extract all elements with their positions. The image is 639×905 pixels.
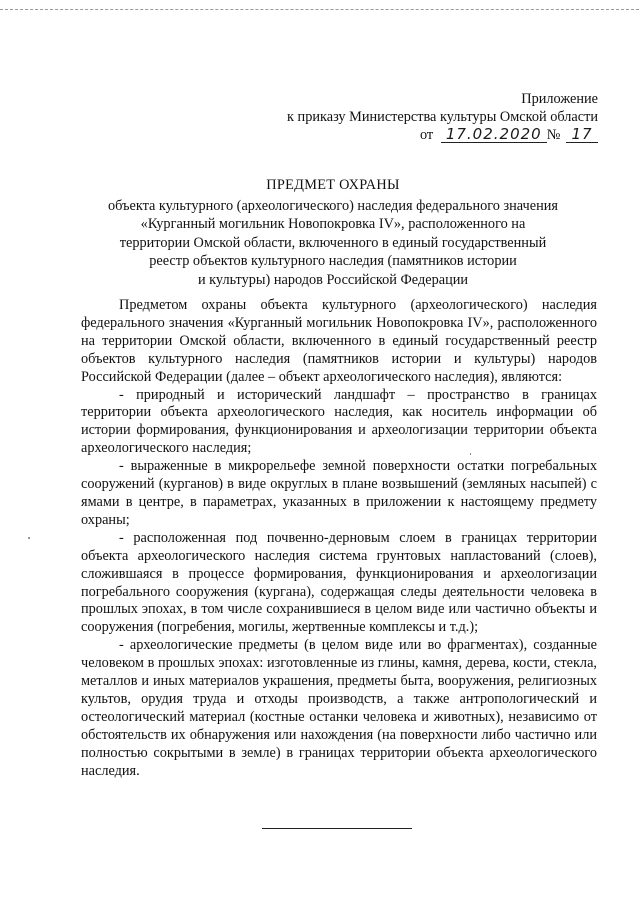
end-of-document-line [262, 828, 412, 829]
scan-speck [28, 537, 30, 539]
protection-item-burial-mounds: - выраженные в микрорельефе земной поверхности остатки погребальных сооружений (курганов) в виде округлых в плане возвышений (земляных насыпей) с ямами в центре, в параметрах, указанных в приложении к настоящему предмету охраны; [81, 458, 597, 528]
from-label: от [419, 127, 434, 143]
protection-item-landscape: - природный и исторический ландшафт – пространство в границах территории объекта археологического наследия, как носитель информации об истории формирования, функционирования и археологизации территории объекта археологического наследия; [81, 386, 597, 457]
title-line-3: территории Омской области, включенного в единый государственный [119, 234, 547, 251]
document-title-block [80, 176, 586, 290]
scan-speck [470, 453, 471, 455]
title-line-2: «Курганный могильник Новопокровка IV», расположенного на [140, 216, 526, 233]
title-line-4: реестр объектов культурного наследия (памятников истории [149, 253, 517, 270]
protection-item-artifacts: - археологические предметы (в целом виде или во фрагментах), созданные человеком в прошлых эпохах: изготовленные из глины, камня, дерева, кости, стекла, металлов и иных материалов украшения, предметы быта, вооружения, религиозных культов, орудия труда и отходы производств, а также антропологический и остеологический материал (костные останки человека и животных), независимо от обстоятельств их обнаружения или нахождения (на поверхности либо частично или полностью сокрытыми в земле) в границах территории объекта археологического наследия. [81, 637, 597, 779]
appendix-header [287, 90, 598, 144]
title-line-5: и культуры) народов Российской Федерации [197, 271, 469, 288]
scan-top-edge [0, 9, 639, 10]
number-label: № [546, 127, 561, 143]
appendix-order-reference: к приказу Министерства культуры Омской области [287, 109, 598, 125]
title-line-1: объекта культурного (археологического) наследия федерального значения [108, 197, 558, 214]
intro-paragraph: Предметом охраны объекта культурного (археологического) наследия федерального значения «Курганный могильник Новопокровка IV», расположенного на территории Омской области, включенного в единый государственный реестр объектов культурного наследия (памятников истории и культуры) народов Российской Федерации (далее – объект археологического наследия), являются: [81, 297, 597, 385]
document-body [81, 297, 597, 780]
appendix-date-number-line [420, 126, 598, 144]
appendix-label: Приложение [521, 91, 598, 107]
document-heading: ПРЕДМЕТ ОХРАНЫ [266, 177, 400, 193]
handwritten-number: 17 [566, 127, 598, 143]
protection-item-soil-layers: - расположенная под почвенно-дерновым слоем в границах территории объекта археологического наследия система грунтовых напластований (слоев), сложившаяся в процессе формирования, функционирования и археологизации погребального сооружения (кургана), содержащая следы деятельности человека в прошлых эпохах, в том числе сохранившиеся в целом виде или частично объекты и сооружения (погребения, могилы, жертвенные комплексы и т.д.); [81, 529, 597, 636]
handwritten-date: 17.02.2020 [441, 127, 547, 143]
